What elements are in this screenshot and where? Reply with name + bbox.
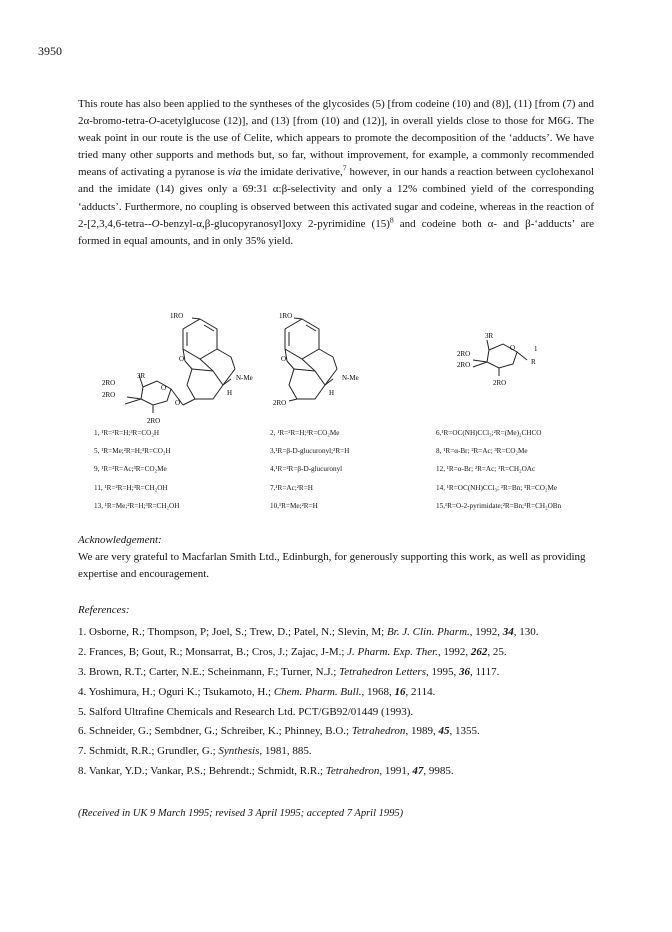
references-heading: References: — [78, 604, 130, 616]
right-o-ring-label: O — [510, 344, 516, 352]
left-r2o-a-label: 2RO — [102, 379, 116, 387]
reference-item — [78, 663, 539, 683]
para-italic-o-2: O — [151, 217, 160, 230]
compound-list-col1 — [94, 424, 179, 515]
left-o-sugar-label: O — [161, 384, 167, 392]
right-r3-label: 3R — [485, 332, 494, 340]
reference-number: 3. — [78, 665, 89, 678]
right-r2o-b-label: 2RO — [457, 361, 471, 369]
structure-right-sugar — [455, 330, 555, 395]
reference-item — [78, 722, 539, 742]
middle-o-label: O — [281, 355, 287, 363]
right-r2o-a-label: 2RO — [457, 350, 471, 358]
reference-number: 4. — [78, 685, 89, 698]
compound-1: 1, ¹R=²R=H;³R=CO₂H — [94, 429, 160, 437]
reference-year: , 1992, — [469, 626, 503, 638]
para-text-4: however, in our hands a reaction between cyclohexanol and the imidate (14) gives only a 69:31 α:β-selectivity and only a 12% combined yield of the corresponding ‘adducts’. Furthermore, no coupling is observed between this activated sugar and codeine, whereas in the reaction of 2-[2,3,4,6-tetra-- — [78, 166, 594, 230]
reference-authors: Osborne, R.; Thompson, P; Joel, S.; Trew, D.; Patel, N.; Slevin, M; — [89, 626, 387, 638]
reference-volume: 34 — [502, 626, 514, 638]
reference-number: 2. — [78, 645, 89, 658]
reference-authors: Frances, B; Gout, R.; Monsarrat, B.; Cros, J.; Zajac, J-M.; — [89, 645, 348, 658]
reference-year: , 1968, — [361, 685, 395, 698]
reference-item — [78, 703, 539, 723]
compound-13: 13, ¹R=Me;²R=H;³R=CH₂OH — [94, 501, 180, 510]
reference-pages: , 130. — [513, 626, 539, 638]
reference-year: , 1991, — [379, 765, 413, 778]
compound-6: 6,¹R=OC(NH)CCl₃;²R=(Me)₂CHCO — [436, 429, 542, 437]
reference-volume: 36 — [459, 665, 470, 678]
reference-authors: Salford Ultrafine Chemicals and Research Ltd. PCT/GB92/01449 (1993). — [89, 705, 414, 718]
compound-7: 7,¹R=Ac;²R=H — [270, 483, 313, 492]
reference-authors: Schmidt, R.R.; Grundler, G.; — [89, 745, 219, 758]
reference-pages: , 25. — [487, 645, 507, 658]
reference-number: 1. — [78, 626, 89, 638]
citation-7: 7 — [342, 163, 347, 173]
acknowledgement-heading: Acknowledgement: — [78, 534, 162, 546]
reference-volume: 16 — [394, 685, 406, 698]
reference-item — [78, 643, 539, 663]
para-text-1: This route has also been applied to the syntheses of the glycosides (5) [from codeine (10) and (8)], (11) [from (7) and 2α-bromo-tetra- — [78, 98, 594, 128]
citation-8: 8 — [389, 215, 394, 224]
compound-4: 4,¹R=²R=β-D-glucuronyl — [270, 465, 343, 474]
reference-pages: , 1117. — [470, 665, 500, 678]
left-o-ring-label: O — [179, 355, 185, 363]
middle-r2o-label: 2RO — [273, 399, 287, 407]
reference-journal: Tetrahedron — [351, 725, 406, 738]
body-paragraph — [78, 96, 594, 250]
reference-year: , 1992, — [437, 645, 471, 658]
para-italic-via: via — [227, 166, 242, 179]
reference-journal: Chem. Pharm. Bull. — [273, 685, 362, 698]
reference-journal: Br. J. Clin. Pharm. — [386, 626, 470, 638]
reference-item — [78, 683, 539, 703]
reference-number: 7. — [78, 745, 89, 758]
compound-11: 11, ¹R=²R=H;³R=CH₂OH — [94, 483, 168, 492]
reference-journal: Tetrahedron — [325, 765, 380, 778]
reference-volume: 47 — [412, 765, 424, 778]
para-italic-o-1: O — [148, 115, 157, 128]
reference-authors: Schneider, G.; Sembdner, G.; Schreiber, K.; Phinney, B.O.; — [89, 725, 352, 738]
reference-journal: Tetrahedron Letters — [339, 665, 426, 678]
compound-5: 5, ¹R=Me;²R=H;³R=CO₂H — [94, 447, 171, 456]
compound-2: 2, ¹R=²R=H;³R=CO₂Me — [270, 429, 340, 437]
right-r-label: R — [531, 358, 536, 366]
structure-left-morphinan-glycoside — [95, 305, 275, 430]
reference-volume: 262 — [470, 645, 488, 658]
reference-volume: 45 — [438, 725, 450, 738]
compound-8: 8, ¹R=α-Br; ²R=Ac; ³R=CO₂Me — [436, 447, 528, 456]
reference-pages: , 9985. — [423, 765, 454, 778]
reference-item — [78, 742, 539, 762]
reference-pages: , 2114. — [405, 685, 436, 698]
reference-number: 5. — [78, 705, 89, 718]
reference-year: , 1995, — [426, 665, 459, 678]
right-one-label: 1 — [534, 345, 538, 353]
structure-middle-morphinan — [265, 305, 385, 410]
compound-list-col3 — [436, 424, 561, 515]
acknowledgement-text: We are very grateful to Macfarlan Smith Ltd., Edinburgh, for generously supporting this work, as well as providing expertise and encouragement. — [78, 551, 586, 580]
structure-right-svg — [455, 330, 555, 390]
reference-journal: J. Pharm. Exp. Ther. — [347, 645, 438, 658]
reference-number: 8. — [78, 765, 89, 778]
reference-number: 6. — [78, 725, 89, 738]
compound-9: 9, ¹R=²R=Ac;³R=CO₂Me — [94, 465, 167, 474]
reference-authors: Brown, R.T.; Carter, N.E.; Scheinmann, F.; Turner, N.J.; — [89, 665, 340, 678]
compound-14: 14, ¹R=OC(NH)CCl₃; ²R=Bn; ³R=CO₂Me — [436, 483, 558, 492]
compound-list-col2 — [270, 424, 349, 515]
reference-authors: Yoshimura, H.; Oguri K.; Tsukamoto, H.; — [88, 685, 274, 698]
para-text-2: -acetylglucose (12)], and (13) [from (10) and (12)], in overall yields close to those for M6G. The weak point in our route is the use of Celite, which appears to promote the decomposition of the ‘adducts’. We have tried many other supports and methods but, so far, without improvement, for example, a commonly recommended means of activating a pyranose is — [78, 115, 594, 179]
reference-item — [78, 623, 539, 643]
reference-pages: , 1355. — [449, 725, 480, 738]
page-number: 3950 — [38, 44, 62, 58]
reference-list — [78, 623, 539, 782]
left-r3-label: 3R — [137, 372, 146, 380]
para-text-6: and codeine both α- and β-‘adducts’ are formed in equal amounts, and in only 35% yield. — [78, 217, 594, 247]
middle-r1o-label: 1RO — [279, 312, 293, 320]
reference-year: , 1989, — [405, 725, 439, 738]
para-text-3: the imidate derivative, — [241, 166, 343, 179]
compound-3: 3,¹R=β-D-glucuronyl;²R=H — [270, 447, 350, 456]
reference-journal: Synthesis — [218, 745, 260, 758]
reference-item — [78, 762, 539, 782]
para-text-5: -benzyl-α,β-glucopyranosyl]oxy 2-pyrimidine (15) — [159, 217, 390, 230]
compound-15: 15,¹R=O-2-pyrimidate;²R=Bn;³R=CH₂OBn — [436, 501, 562, 510]
left-r2o-b-label: 2RO — [102, 391, 116, 399]
left-r2o-c-label: 2RO — [147, 417, 161, 425]
left-o-link-label: O — [175, 399, 181, 407]
middle-nme-label: N-Me — [342, 374, 359, 382]
right-r2o-c-label: 2RO — [493, 379, 507, 387]
compound-10: 10,¹R=Me;²R=H — [270, 501, 318, 510]
left-nme-label: N-Me — [236, 374, 253, 382]
compound-12: 12, ¹R=α-Br; ²R=Ac; ³R=CH₂OAc — [436, 465, 536, 474]
reference-year: , 1981, 885. — [259, 745, 312, 758]
left-h-label: H — [227, 389, 233, 397]
middle-h-label: H — [329, 389, 335, 397]
received-dates: (Received in UK 9 March 1995; revised 3 April 1995; accepted 7 April 1995) — [78, 808, 404, 819]
structure-left-svg — [95, 305, 275, 425]
structure-middle-svg — [265, 305, 385, 405]
left-r1o-label: 1RO — [170, 312, 184, 320]
reference-authors: Vankar, Y.D.; Vankar, P.S.; Behrendt.; Schmidt, R.R.; — [88, 765, 326, 778]
